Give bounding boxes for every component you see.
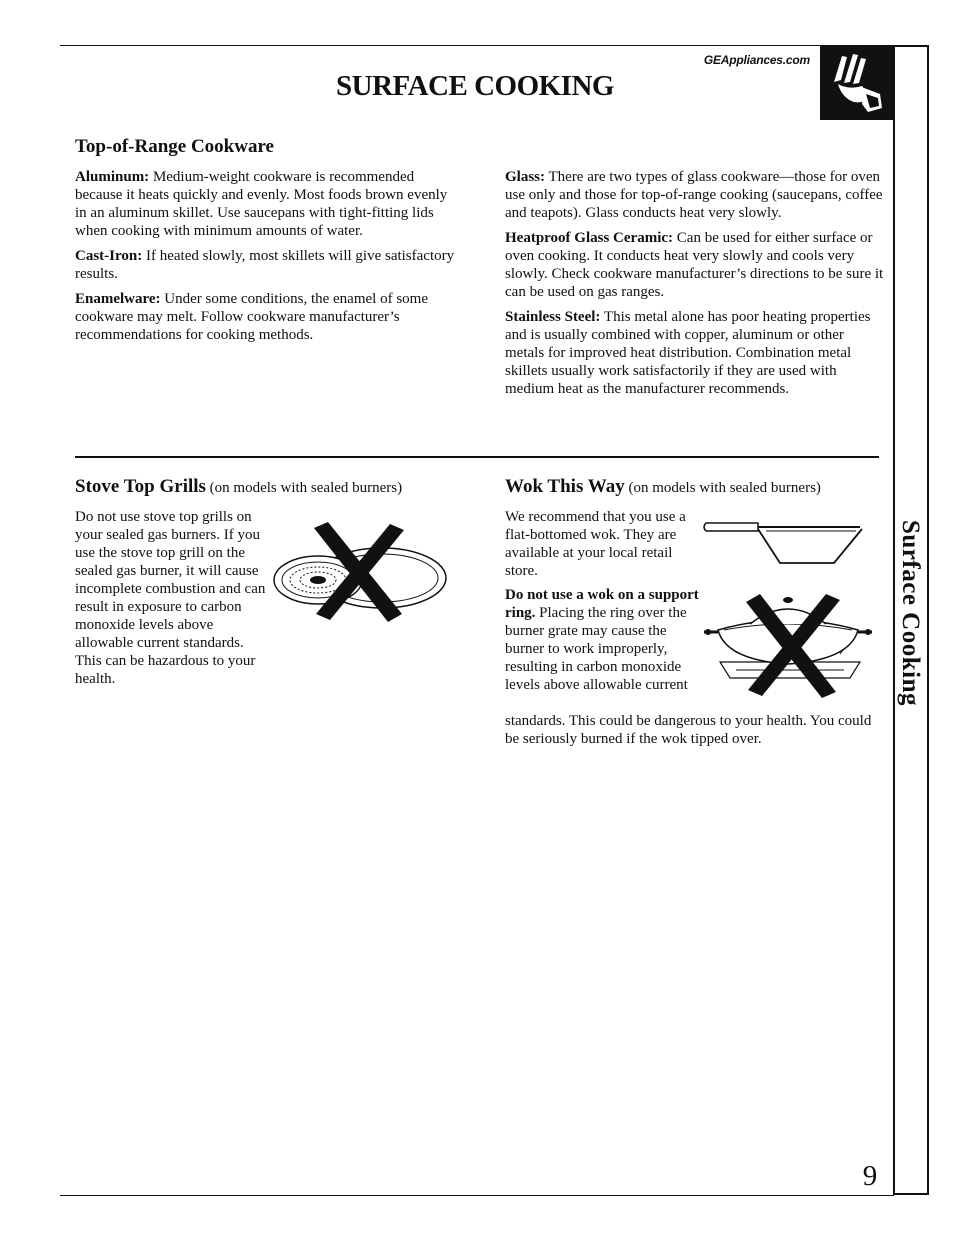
castiron-text: If heated slowly, most skillets will give satisfactory results. (75, 248, 455, 282)
flat-bottomed-wok-icon (700, 515, 870, 575)
wok-warning-continued (505, 712, 885, 755)
wok-warning-text-a: Placing the ring over the burner grate may cause the burner to work improperly, resulting in carbon monoxide levels above allowable current (505, 605, 688, 693)
glass-paragraph (505, 168, 885, 222)
wok-heading (505, 476, 885, 498)
wok-warning-paragraph (505, 586, 700, 694)
page-number: 9 (862, 1160, 878, 1192)
castiron-label: Cast-Iron: (75, 248, 143, 264)
ceramic-label: Heatproof Glass Ceramic: (505, 230, 674, 246)
wok-recommend-block (505, 508, 700, 587)
cookware-right-column (505, 168, 885, 405)
crossed-out-stove-top-grill-icon (270, 518, 450, 628)
wok-title: Wok This Way (505, 476, 625, 497)
crossed-out-wok-on-support-ring-icon (700, 590, 875, 700)
bottom-rule (60, 1195, 894, 1196)
aluminum-text: Medium-weight cookware is recommended because it heats quickly and evenly. Most foods brown evenly in an aluminum skillet. Use saucepans with tight-fitting lids when cooking with minimum amounts of water. (75, 169, 448, 239)
wok-note: (on models with sealed burners) (624, 480, 821, 496)
cookware-left-column (75, 168, 460, 351)
aluminum-label: Aluminum: (75, 169, 150, 185)
glass-label: Glass: (505, 169, 546, 185)
enamel-text: Under some conditions, the enamel of some cookware may melt. Follow cookware manufacturer’s recommendations for cooking methods. (75, 291, 428, 343)
steel-label: Stainless Steel: (505, 309, 601, 325)
wok-recommend-text: We recommend that you use a flat-bottomed wok. They are available at your local retail store. (505, 509, 686, 579)
castiron-paragraph (75, 247, 460, 283)
top-rule (60, 45, 894, 46)
glass-text: There are two types of glass cookware—those for oven use only and those for top-of-range cooking (saucepans, coffee and teapots). Glass conducts heat very slowly. (505, 169, 883, 221)
grills-heading (75, 476, 475, 498)
grills-note: (on models with sealed burners) (205, 480, 403, 496)
cookware-heading: Top-of-Range Cookware (75, 136, 274, 157)
hand-on-burner-icon (820, 46, 893, 120)
wok-warning-block (505, 586, 700, 701)
wok-warning-label: Do not use a wok on a support ring. (505, 587, 699, 621)
ceramic-paragraph (505, 229, 885, 301)
page-title: SURFACE COOKING (336, 70, 614, 102)
enamel-label: Enamelware: (75, 291, 161, 307)
grills-title: Stove Top Grills (75, 476, 206, 497)
enamel-paragraph (75, 290, 460, 344)
steel-paragraph (505, 308, 885, 398)
site-url: GEAppliances.com (703, 53, 810, 67)
grills-body (75, 508, 270, 695)
aluminum-paragraph (75, 168, 460, 240)
wok-warning-text-b: standards. This could be dangerous to your health. You could be seriously burned if the wok tipped over. (505, 713, 872, 747)
side-tab-label (884, 520, 938, 730)
ceramic-text: Can be used for either surface or oven cooking. It conducts heat very slowly and cools very slowly. Check cookware manufacturer’s directions to be sure it can be used on gas ranges. (505, 230, 884, 300)
section-divider (75, 456, 879, 458)
steel-text: This metal alone has poor heating properties and is usually combined with copper, aluminum or other metals for improved heat distribution. Combination metal skillets usually work satisfactorily if they are used with medium heat as the manufacturer recommends. (505, 309, 871, 397)
grills-text: Do not use stove top grills on your sealed gas burners. If you use the stove top grill on the sealed gas burner, it will cause incomplete combustion and can result in exposure to carbon monoxide levels above allowable current standards. This can be hazardous to your health. (75, 509, 266, 687)
side-tab-text: Surface Cooking (897, 520, 924, 706)
